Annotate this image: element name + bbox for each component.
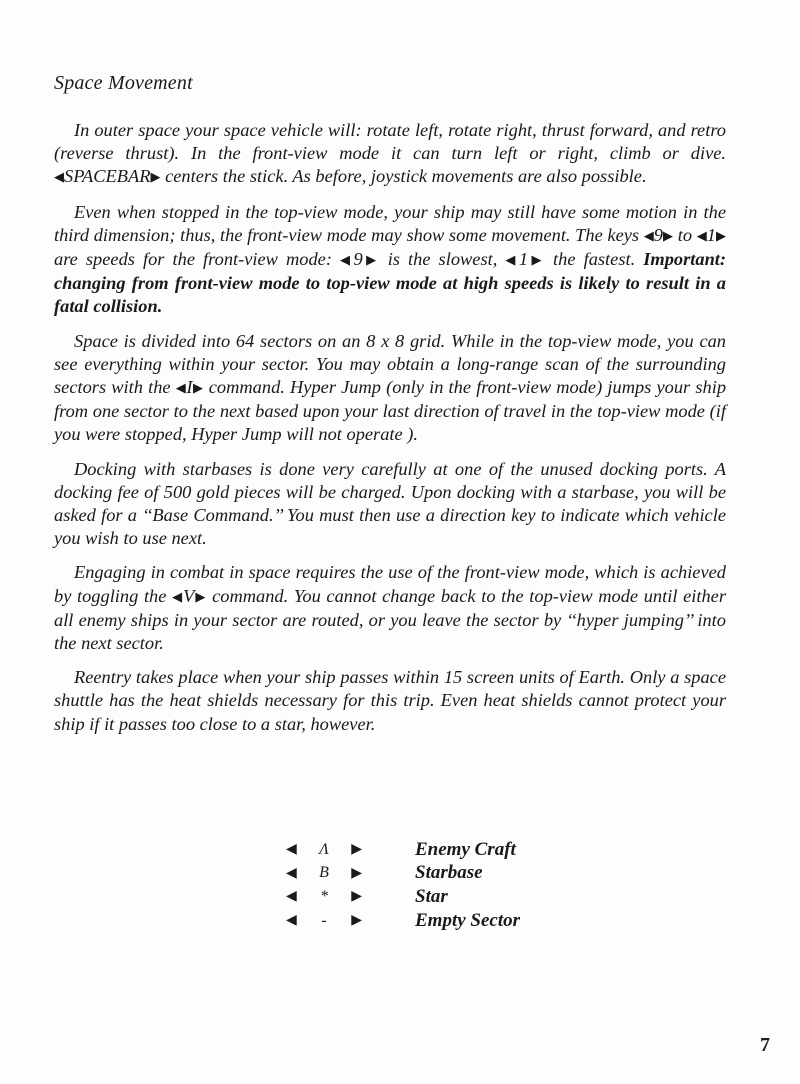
paragraph-text: In outer space your space vehicle will: rotate left, rotate right, thrust forward, and retro (reverse thrust). In the front-view mode it can turn left or right, climb or dive.: [54, 120, 726, 164]
key-1: [697, 225, 726, 245]
key-i: [176, 377, 204, 397]
symbol-legend: [286, 838, 586, 932]
left-triangle-icon: ◀: [286, 889, 297, 905]
paragraph-reentry: Reentry takes place when your ship passes within 15 screen units of Earth. Only a space shuttle has the heat shields necessary for this trip. Even heat shields cannot protect your ship if it passes too close to a star, however.: [54, 667, 726, 734]
paragraph-controls: [54, 119, 726, 190]
paragraph-text: command. Hyper Jump (only in the front-view mode) jumps your ship from one sector to the next based upon your last direction of travel in the top-view mode (if you were stopped, Hyper Jump will not operate ).: [54, 377, 727, 445]
key-label: 9: [353, 249, 363, 270]
right-triangle-icon: ▶: [528, 252, 545, 268]
paragraph-text: command. You cannot change back to the top-view mode until either all enemy ships in your sector are routed, or you leave the sector by ‘‘hyper jumping’’ into the next sector.: [54, 585, 726, 654]
legend-row-starbase: [286, 862, 586, 886]
paragraph-text: Even when stopped in the top-view mode, your ship may still have some motion in the third dimension; thus, the front-view mode may show some movement. The keys: [54, 201, 726, 245]
key-label: 1: [706, 224, 716, 245]
paragraph-text: are speeds for the front-view mode:: [54, 249, 341, 270]
right-triangle-icon: ▶: [351, 865, 362, 881]
legend-label: Star: [415, 885, 448, 907]
paragraph-sectors: [54, 330, 726, 447]
empty-sector-symbol: -: [321, 911, 327, 929]
paragraph-text: Space is divided into 64 sectors on an 8 x 8 grid. While in the top-view mode, you can see everything within your sector. You may obtain a long-range scan of the surrounding sectors with the: [54, 330, 726, 398]
right-triangle-icon: ▶: [150, 169, 161, 185]
key-1: [505, 249, 545, 269]
paragraph-text: centers the stick. As before, joystick movements are also possible.: [160, 166, 647, 187]
section-heading: Space Movement: [54, 72, 193, 94]
key-v: [172, 586, 206, 606]
left-triangle-icon: ◀: [286, 842, 297, 858]
paragraph-speeds: [54, 201, 726, 319]
page-number: 7: [760, 1034, 770, 1056]
left-triangle-icon: ◀: [696, 227, 707, 243]
key-9: [340, 249, 380, 269]
legend-symbol: [286, 888, 362, 906]
legend-row-star: [286, 885, 586, 909]
star-symbol: *: [320, 887, 328, 905]
right-triangle-icon: ▶: [362, 252, 380, 268]
paragraph-docking: Docking with starbases is done very carefully at one of the unused docking ports. A docking fee of 500 gold pieces will be charged. Upon docking with a starbase, you will be asked for a ‘‘Base Command.’’ You must then use a direction key to indicate which vehicle you wish to use next.: [54, 458, 726, 549]
left-triangle-icon: ◀: [643, 227, 654, 243]
right-triangle-icon: ▶: [662, 227, 674, 243]
legend-label: Starbase: [415, 862, 483, 884]
paragraph-text: the fastest.: [545, 249, 644, 270]
paragraph-text: Engaging in combat in space requires the use of the front-view mode, which is achieved by toggling the: [54, 562, 726, 606]
right-triangle-icon: ▶: [351, 889, 362, 905]
left-triangle-icon: ◀: [340, 252, 354, 268]
warning-text: Important: changing from front-view mode to top-view mode at high speeds is likely to result in a fatal collision.: [54, 249, 727, 317]
right-triangle-icon: ▶: [351, 842, 362, 858]
left-triangle-icon: ◀: [505, 252, 519, 268]
key-label: V: [183, 585, 195, 606]
right-triangle-icon: ▶: [194, 588, 207, 604]
legend-symbol: [286, 912, 362, 930]
key-label: 1: [518, 249, 529, 270]
legend-row-enemy-craft: [286, 838, 586, 862]
paragraph-text: is the slowest,: [379, 249, 506, 270]
right-triangle-icon: ▶: [192, 380, 204, 396]
paragraph-text: to: [673, 224, 697, 245]
right-triangle-icon: ▶: [715, 227, 727, 243]
starbase-symbol: B: [319, 864, 329, 882]
legend-symbol: [286, 841, 362, 859]
enemy-craft-symbol: Λ: [319, 840, 329, 858]
legend-row-empty-sector: [286, 909, 586, 933]
key-label: 9: [653, 224, 663, 245]
key-label: I: [186, 377, 193, 398]
left-triangle-icon: ◀: [286, 865, 297, 881]
right-triangle-icon: ▶: [351, 913, 362, 929]
body-text: [54, 119, 726, 747]
legend-label: Empty Sector: [415, 909, 521, 931]
legend-symbol: [286, 864, 362, 882]
left-triangle-icon: ◀: [286, 913, 297, 929]
left-triangle-icon: ◀: [175, 380, 187, 396]
key-9: [644, 225, 673, 245]
key-label: SPACEBAR: [64, 166, 151, 187]
left-triangle-icon: ◀: [172, 588, 184, 604]
key-spacebar: [54, 166, 161, 186]
left-triangle-icon: ◀: [54, 169, 64, 185]
paragraph-combat: [54, 561, 726, 655]
legend-label: Enemy Craft: [415, 838, 516, 860]
